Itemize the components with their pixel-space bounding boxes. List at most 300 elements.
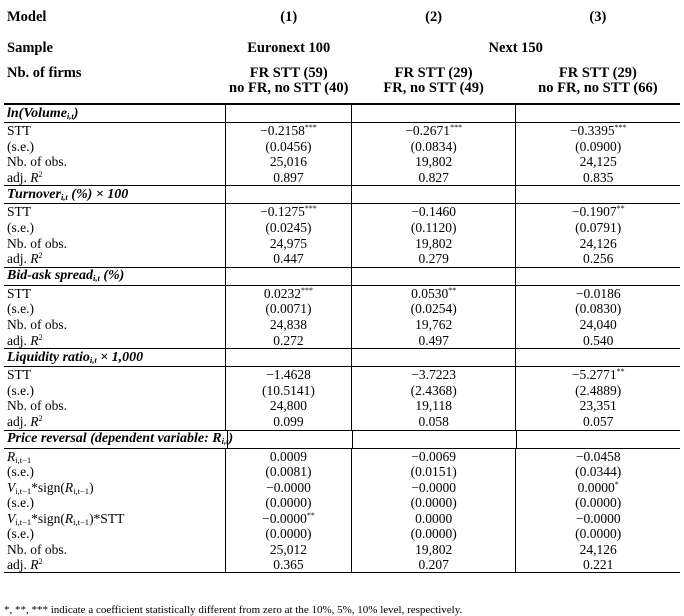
value-cell-model-2 xyxy=(351,464,516,480)
row-label-rsub: i,t−1 xyxy=(73,485,90,496)
value-cell-model-2 xyxy=(351,236,516,252)
section-title-sub: i,t xyxy=(60,191,68,202)
cell-value: −0.0000 xyxy=(266,479,311,495)
row-label xyxy=(4,251,225,267)
cell-value: −0.3395 xyxy=(569,123,615,138)
row-label-r: R xyxy=(64,510,74,526)
section-spacer xyxy=(351,185,516,204)
cell-value: −5.2771 xyxy=(571,367,617,383)
row-label-vsub: i,t−1 xyxy=(15,485,32,496)
section-title-reversal xyxy=(4,431,234,447)
row-label-text: STT xyxy=(7,285,32,301)
cell-value: 0.447 xyxy=(273,251,304,267)
row-label xyxy=(4,154,225,170)
value-cell-model-2 xyxy=(351,511,516,527)
value-cell-model-2 xyxy=(351,170,516,186)
table-row xyxy=(4,170,680,186)
table-row xyxy=(4,123,680,139)
cell-value: (0.0081) xyxy=(265,464,312,480)
value-cell-model-1 xyxy=(225,542,351,558)
value-cell-model-3 xyxy=(515,414,680,430)
cell-value: 25,016 xyxy=(269,154,308,170)
footnote: *, **, *** indicate a coefficient statistically different from zero at the 10%, 5%, 10% level, respectively. xyxy=(4,604,463,616)
cell-value: 24,838 xyxy=(269,316,308,332)
firms-header-row xyxy=(4,62,680,104)
row-label-v: V xyxy=(7,510,16,526)
firms-1-line-1: FR STT (59) xyxy=(249,65,328,81)
section-title-spread xyxy=(4,268,225,284)
cell-value: 0.272 xyxy=(273,332,304,348)
value-cell-model-1 xyxy=(225,204,351,220)
row-label xyxy=(4,139,225,155)
row-label-sup: 2 xyxy=(38,332,43,342)
cell-value: 0.099 xyxy=(273,413,304,429)
value-cell-model-3 xyxy=(515,333,680,349)
row-label xyxy=(4,317,225,333)
section-header-turnover xyxy=(4,185,680,204)
row-label-pre: adj. xyxy=(7,413,31,429)
row-label-pre: adj. xyxy=(7,332,31,348)
table-row xyxy=(4,154,680,170)
section-title-sub: i,t xyxy=(66,110,74,121)
section-title-turnover xyxy=(4,187,225,203)
table-row xyxy=(4,333,680,349)
row-label-text: STT xyxy=(7,367,32,383)
value-cell-model-1 xyxy=(225,449,351,465)
row-label xyxy=(4,333,225,349)
value-cell-model-2 xyxy=(351,495,516,511)
cell-value: (0.0000) xyxy=(410,495,457,511)
cell-value: 24,975 xyxy=(269,235,308,251)
cell-value: −0.0000 xyxy=(411,479,457,495)
cell-value: 0.0000 xyxy=(577,479,615,495)
cell-value: −0.0069 xyxy=(411,448,457,464)
section-title-tail: (%) × 100 xyxy=(67,186,129,202)
section-title-sub: i,t xyxy=(92,273,100,284)
table-row xyxy=(4,383,680,399)
value-cell-model-3 xyxy=(515,398,680,414)
value-cell-model-1 xyxy=(225,301,351,317)
table-row xyxy=(4,511,680,527)
table-row xyxy=(4,495,680,511)
value-cell-model-2 xyxy=(351,398,516,414)
cell-value: (0.0254) xyxy=(410,301,457,317)
table-row xyxy=(4,317,680,333)
cell-value: (0.0000) xyxy=(265,526,312,542)
value-cell-model-2 xyxy=(351,383,516,399)
cell-value: (0.0000) xyxy=(575,526,622,542)
row-label-text: (s.e.) xyxy=(7,526,34,542)
section-spacer xyxy=(515,348,680,367)
model-header-row xyxy=(4,0,680,34)
value-cell-model-1 xyxy=(225,480,351,496)
row-label-r: R xyxy=(7,448,16,464)
firms-1-line-2: no FR, no STT (40) xyxy=(229,80,349,96)
model-label: Model xyxy=(7,8,47,25)
significance-stars: *** xyxy=(450,123,463,132)
value-cell-model-3 xyxy=(515,317,680,333)
value-cell-model-3 xyxy=(515,123,680,139)
row-label xyxy=(4,526,225,542)
row-label-text: Nb. of obs. xyxy=(7,154,67,170)
cell-value: (0.0456) xyxy=(265,138,312,154)
row-label-pre: adj. xyxy=(7,169,31,185)
sample-23-label: Next 150 xyxy=(488,39,543,56)
section-title-volume xyxy=(4,106,225,122)
section-header-spread xyxy=(4,267,680,286)
section-header-liquidity xyxy=(4,348,680,367)
value-cell-model-3 xyxy=(515,526,680,542)
cell-value: −0.1460 xyxy=(411,204,457,220)
cell-value: 0.540 xyxy=(583,332,614,348)
section-spacer xyxy=(225,348,351,367)
firms-3-line-2: no FR, no STT (66) xyxy=(538,80,658,96)
section-title-tail: (%) xyxy=(99,268,125,284)
cell-value: (0.0834) xyxy=(410,138,457,154)
row-label-sup: 2 xyxy=(38,169,43,179)
row-label-sup: 2 xyxy=(38,413,43,423)
value-cell-model-1 xyxy=(225,236,351,252)
cell-value: (0.0000) xyxy=(265,495,312,511)
row-label xyxy=(4,236,225,252)
value-cell-model-1 xyxy=(225,414,351,430)
cell-value: (0.0830) xyxy=(575,301,622,317)
cell-value: 24,800 xyxy=(269,398,308,414)
value-cell-model-2 xyxy=(351,204,516,220)
value-cell-model-2 xyxy=(351,251,516,267)
row-label-end: ) xyxy=(89,479,94,495)
firms-3-cell xyxy=(516,66,680,96)
significance-stars: ** xyxy=(616,204,625,214)
cell-value: −1.4628 xyxy=(266,367,311,383)
regression-table xyxy=(4,0,680,573)
cell-value: (0.0000) xyxy=(410,526,457,542)
table-row xyxy=(4,526,680,542)
cell-value: 25,012 xyxy=(269,542,308,558)
cell-value: −0.1907 xyxy=(571,204,617,220)
firms-3-line-1: FR STT (29) xyxy=(558,65,637,81)
value-cell-model-1 xyxy=(225,139,351,155)
row-label xyxy=(4,511,225,527)
row-label-text: Nb. of obs. xyxy=(7,542,67,558)
value-cell-model-2 xyxy=(351,286,516,302)
value-cell-model-1 xyxy=(225,286,351,302)
section-spacer xyxy=(225,185,351,204)
row-label-text: (s.e.) xyxy=(7,464,34,480)
value-cell-model-3 xyxy=(515,449,680,465)
value-cell-model-2 xyxy=(351,220,516,236)
value-cell-model-1 xyxy=(225,154,351,170)
row-label-pre: adj. xyxy=(7,557,31,573)
value-cell-model-2 xyxy=(351,317,516,333)
value-cell-model-1 xyxy=(225,220,351,236)
cell-value: 0.835 xyxy=(583,169,614,185)
section-spacer xyxy=(351,104,516,123)
row-label-text: Nb. of obs. xyxy=(7,398,67,414)
table-row xyxy=(4,449,680,465)
sample-1-label: Euronext 100 xyxy=(247,39,331,56)
value-cell-model-3 xyxy=(515,511,680,527)
cell-value: (2.4368) xyxy=(410,382,457,398)
table-row xyxy=(4,558,680,574)
section-title-main: Price reversal (dependent variable: R xyxy=(7,431,222,446)
model-1-label: (1) xyxy=(280,8,298,25)
cell-value: 0.0530 xyxy=(411,285,449,301)
value-cell-model-3 xyxy=(515,170,680,186)
firms-2-cell xyxy=(351,66,515,96)
row-label-r: R xyxy=(30,169,39,185)
value-cell-model-1 xyxy=(225,495,351,511)
table-row xyxy=(4,414,680,430)
row-label-r: R xyxy=(30,251,39,267)
value-cell-model-3 xyxy=(515,542,680,558)
row-label-rsub: i,t−1 xyxy=(73,516,90,527)
value-cell-model-3 xyxy=(515,220,680,236)
row-label-text: (s.e.) xyxy=(7,138,34,154)
row-label-v: V xyxy=(7,479,16,495)
row-label-text: Nb. of obs. xyxy=(7,235,67,251)
section-spacer xyxy=(225,104,351,123)
firms-1-cell xyxy=(226,66,351,96)
row-label-r: R xyxy=(30,413,39,429)
table-row xyxy=(4,301,680,317)
row-label-text: (s.e.) xyxy=(7,219,34,235)
cell-value: −3.7223 xyxy=(411,367,457,383)
row-label xyxy=(4,286,225,302)
table-body xyxy=(4,104,680,573)
sample-label: Sample xyxy=(7,39,53,56)
value-cell-model-1 xyxy=(225,398,351,414)
table-row xyxy=(4,480,680,496)
value-cell-model-2 xyxy=(351,333,516,349)
section-title-main: ln(Volume xyxy=(7,105,67,121)
section-spacer xyxy=(515,185,680,204)
significance-stars: * xyxy=(614,479,619,489)
cell-value: −0.1275 xyxy=(260,204,305,220)
row-label-vsub: i,t−1 xyxy=(15,516,32,527)
significance-stars: *** xyxy=(614,123,627,132)
significance-stars: *** xyxy=(301,285,314,295)
table-row xyxy=(4,542,680,558)
row-label-end: )*STT xyxy=(89,510,125,526)
cell-value: 0.827 xyxy=(418,169,449,185)
cell-value: 0.365 xyxy=(273,557,304,573)
cell-value: 24,126 xyxy=(579,235,617,251)
cell-value: 23,351 xyxy=(579,398,617,414)
row-label-text: STT xyxy=(7,123,32,138)
value-cell-model-3 xyxy=(515,464,680,480)
significance-stars: *** xyxy=(304,204,317,214)
value-cell-model-3 xyxy=(515,495,680,511)
cell-value: 0.897 xyxy=(273,169,304,185)
value-cell-model-1 xyxy=(225,123,351,139)
value-cell-model-2 xyxy=(351,557,516,573)
value-cell-model-1 xyxy=(225,526,351,542)
value-cell-model-2 xyxy=(351,526,516,542)
cell-value: (0.0344) xyxy=(575,464,622,480)
table-row xyxy=(4,286,680,302)
firms-2-line-1: FR STT (29) xyxy=(394,65,473,81)
row-label xyxy=(4,301,225,317)
section-spacer xyxy=(351,267,516,286)
table-row xyxy=(4,139,680,155)
table-row xyxy=(4,204,680,220)
cell-value: 0.058 xyxy=(418,413,449,429)
section-title-tail: ) xyxy=(228,431,234,446)
model-3-label: (3) xyxy=(589,8,607,25)
row-label-r: R xyxy=(30,557,39,573)
row-label-r: R xyxy=(30,332,39,348)
value-cell-model-1 xyxy=(225,557,351,573)
cell-value: −0.2671 xyxy=(405,123,451,138)
row-label-sub: i,t−1 xyxy=(15,454,32,465)
value-cell-model-1 xyxy=(225,367,351,383)
value-cell-model-2 xyxy=(351,123,516,139)
section-header-reversal xyxy=(4,430,680,449)
row-label xyxy=(4,495,225,511)
section-header-volume xyxy=(4,104,680,123)
section-spacer xyxy=(227,430,352,449)
section-spacer xyxy=(515,267,680,286)
cell-value: (0.0071) xyxy=(265,301,312,317)
cell-value: 24,126 xyxy=(579,542,617,558)
value-cell-model-3 xyxy=(515,236,680,252)
cell-value: 19,118 xyxy=(415,398,452,414)
row-label-mid: *sign( xyxy=(31,510,65,526)
cell-value: 19,762 xyxy=(415,316,453,332)
value-cell-model-2 xyxy=(351,139,516,155)
section-title-main: Bid-ask spread xyxy=(7,268,93,284)
cell-value: −0.0458 xyxy=(575,448,621,464)
table-row xyxy=(4,251,680,267)
section-title-sub: i,t xyxy=(89,354,97,365)
value-cell-model-1 xyxy=(225,464,351,480)
value-cell-model-3 xyxy=(515,139,680,155)
row-label xyxy=(4,367,225,383)
row-label-text: STT xyxy=(7,204,32,220)
value-cell-model-1 xyxy=(225,333,351,349)
value-cell-model-1 xyxy=(225,170,351,186)
cell-value: 19,802 xyxy=(415,154,453,170)
section-title-liquidity xyxy=(4,350,225,366)
row-label xyxy=(4,449,225,465)
value-cell-model-3 xyxy=(515,367,680,383)
row-label xyxy=(4,557,225,573)
value-cell-model-1 xyxy=(225,317,351,333)
row-label xyxy=(4,123,225,139)
value-cell-model-3 xyxy=(515,154,680,170)
value-cell-model-1 xyxy=(225,251,351,267)
row-label-text: (s.e.) xyxy=(7,495,34,511)
section-spacer xyxy=(225,267,351,286)
row-label-mid: *sign( xyxy=(31,479,65,495)
cell-value: (0.0791) xyxy=(575,219,622,235)
value-cell-model-2 xyxy=(351,542,516,558)
row-label xyxy=(4,542,225,558)
table-row xyxy=(4,464,680,480)
cell-value: 0.497 xyxy=(418,332,449,348)
cell-value: 0.279 xyxy=(418,251,449,267)
value-cell-model-2 xyxy=(351,367,516,383)
cell-value: 24,125 xyxy=(579,154,617,170)
row-label-text: (s.e.) xyxy=(7,301,34,317)
section-title-main: Turnover xyxy=(7,186,61,202)
cell-value: (2.4889) xyxy=(575,382,622,398)
value-cell-model-3 xyxy=(515,204,680,220)
value-cell-model-2 xyxy=(351,414,516,430)
model-2-label: (2) xyxy=(425,8,443,25)
table-row xyxy=(4,220,680,236)
cell-value: 24,040 xyxy=(579,316,617,332)
cell-value: 0.221 xyxy=(583,557,614,573)
value-cell-model-3 xyxy=(515,480,680,496)
cell-value: −0.0000 xyxy=(262,510,307,526)
value-cell-model-2 xyxy=(351,480,516,496)
row-label xyxy=(4,220,225,236)
row-label-r: R xyxy=(64,479,74,495)
value-cell-model-2 xyxy=(351,449,516,465)
cell-value: (0.0245) xyxy=(265,219,312,235)
cell-value: 19,802 xyxy=(415,542,453,558)
firms-label: Nb. of firms xyxy=(7,65,82,81)
section-title-sub: i,t xyxy=(221,436,229,446)
row-label xyxy=(4,414,225,430)
section-title-tail: × 1,000 xyxy=(96,349,144,365)
cell-value: 0.0009 xyxy=(269,448,308,464)
cell-value: 0.256 xyxy=(583,251,614,267)
cell-value: 0.0000 xyxy=(415,510,453,526)
significance-stars: *** xyxy=(304,123,317,132)
cell-value: 19,802 xyxy=(415,235,453,251)
value-cell-model-3 xyxy=(515,383,680,399)
cell-value: (0.1120) xyxy=(410,219,457,235)
row-label-text: (s.e.) xyxy=(7,382,34,398)
table-row xyxy=(4,236,680,252)
value-cell-model-3 xyxy=(515,301,680,317)
value-cell-model-3 xyxy=(515,251,680,267)
cell-value: (0.0151) xyxy=(410,464,457,480)
cell-value: 0.057 xyxy=(583,413,614,429)
section-spacer xyxy=(516,430,680,449)
row-label xyxy=(4,398,225,414)
row-label xyxy=(4,204,225,220)
row-label xyxy=(4,170,225,186)
value-cell-model-1 xyxy=(225,511,351,527)
significance-stars: ** xyxy=(448,285,457,295)
value-cell-model-3 xyxy=(515,286,680,302)
value-cell-model-2 xyxy=(351,154,516,170)
significance-stars: ** xyxy=(306,510,315,520)
significance-stars: ** xyxy=(616,367,625,377)
row-label xyxy=(4,464,225,480)
row-label-sup: 2 xyxy=(38,251,43,261)
cell-value: 0.0232 xyxy=(263,285,302,301)
row-label-pre: adj. xyxy=(7,251,31,267)
row-label-text: Nb. of obs. xyxy=(7,316,67,332)
value-cell-model-1 xyxy=(225,383,351,399)
section-title-main: Liquidity ratio xyxy=(7,349,90,365)
section-spacer xyxy=(352,430,516,449)
value-cell-model-2 xyxy=(351,301,516,317)
firms-2-line-2: FR, no STT (49) xyxy=(383,80,484,96)
cell-value: (0.0900) xyxy=(575,138,622,154)
section-spacer xyxy=(351,348,516,367)
section-title-tail: ) xyxy=(73,105,79,121)
row-label xyxy=(4,383,225,399)
value-cell-model-3 xyxy=(515,557,680,573)
table-row xyxy=(4,367,680,383)
cell-value: −0.0186 xyxy=(575,285,621,301)
